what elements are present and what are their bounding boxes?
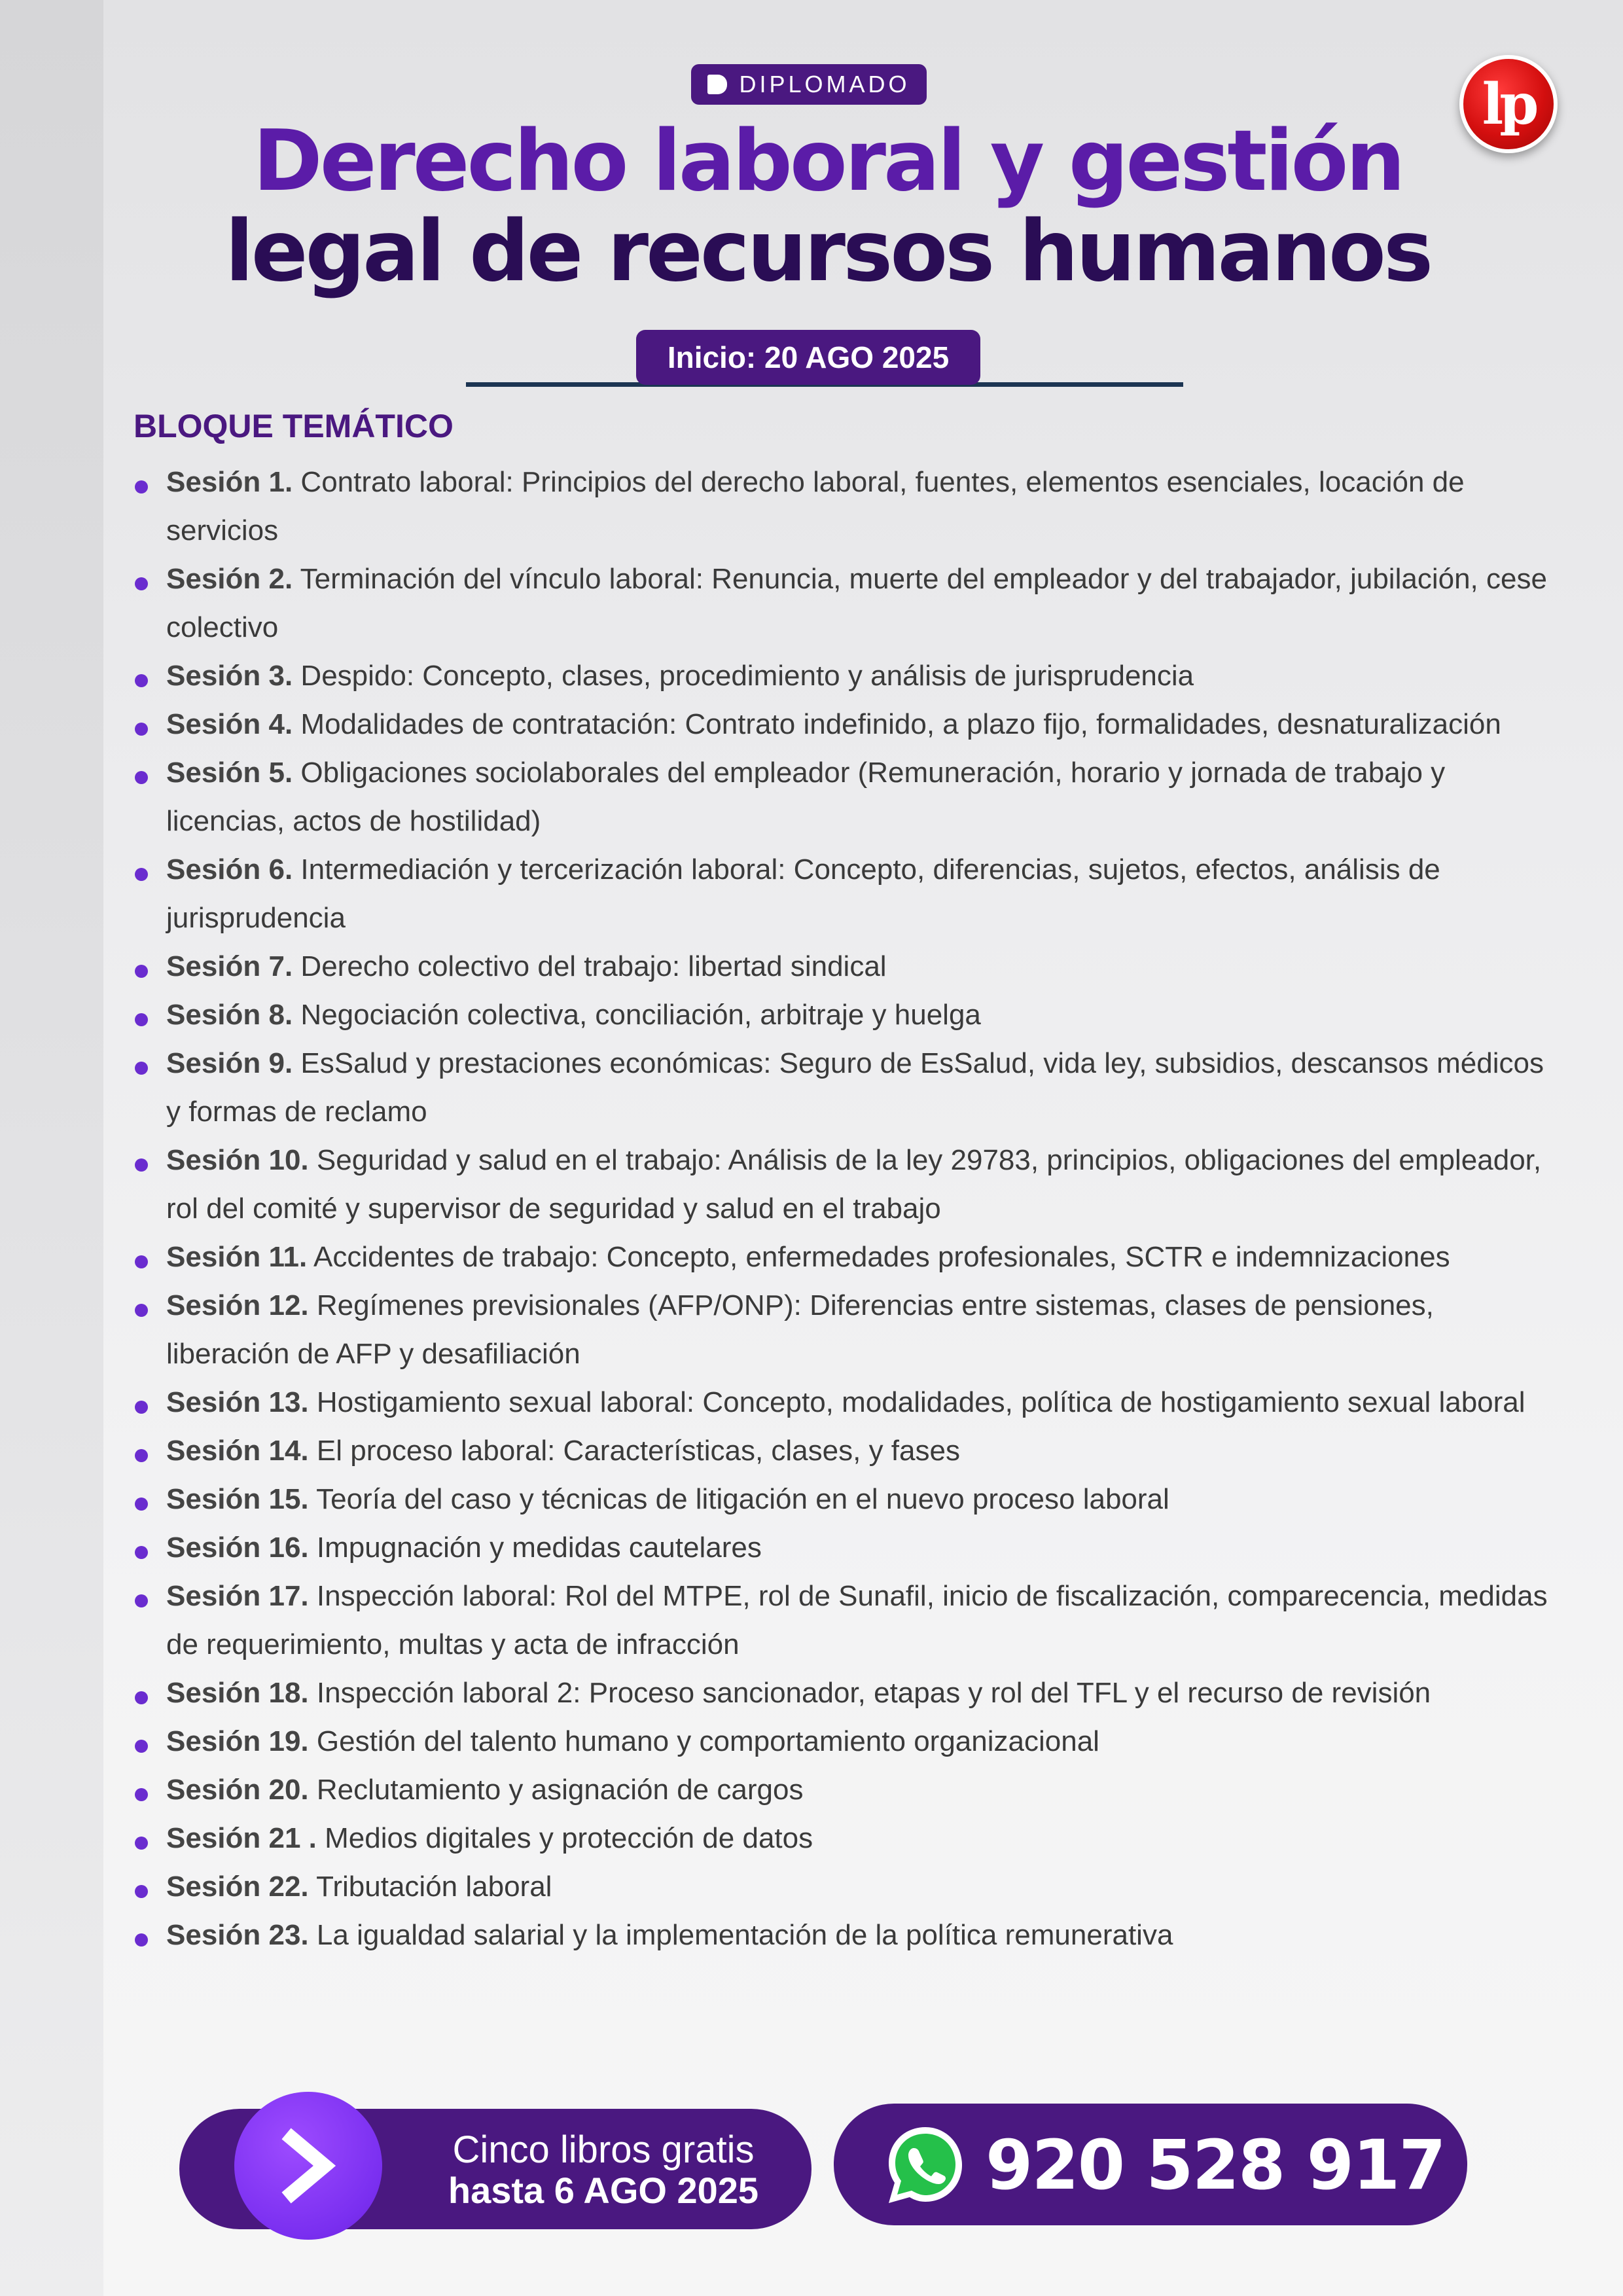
bullet-dot bbox=[135, 1304, 148, 1317]
bullet-dot bbox=[135, 674, 148, 687]
session-item bbox=[135, 1524, 1548, 1572]
bullet-dot bbox=[135, 480, 148, 493]
session-text: Despido: Concepto, clases, procedimiento y análisis de jurisprudencia bbox=[300, 660, 1194, 692]
section-heading: BLOQUE TEMÁTICO bbox=[134, 408, 454, 444]
bullet-dot bbox=[135, 1788, 148, 1801]
badge-icon bbox=[707, 75, 727, 94]
session-item bbox=[135, 555, 1548, 652]
bullet-dot bbox=[135, 1546, 148, 1559]
session-label: Sesión 18. bbox=[166, 1677, 309, 1709]
free-books-text bbox=[414, 2130, 793, 2211]
session-label: Sesión 6. bbox=[166, 853, 293, 886]
bullet-dot bbox=[135, 1255, 148, 1268]
start-date-text: Inicio: 20 AGO 2025 bbox=[667, 340, 950, 374]
bullet-dot bbox=[135, 723, 148, 736]
session-label: Sesión 5. bbox=[166, 757, 293, 789]
session-item bbox=[135, 1911, 1548, 1960]
free-books-button[interactable] bbox=[179, 2109, 812, 2229]
arrow-right-icon bbox=[234, 2092, 382, 2240]
bullet-dot bbox=[135, 1885, 148, 1898]
session-item bbox=[135, 1475, 1548, 1524]
session-label: Sesión 14. bbox=[166, 1435, 309, 1467]
session-text: El proceso laboral: Características, clases, y fases bbox=[316, 1435, 960, 1467]
session-item bbox=[135, 1572, 1548, 1669]
bullet-dot bbox=[135, 1498, 148, 1511]
bullet-dot bbox=[135, 1691, 148, 1704]
session-label: Sesión 11. bbox=[166, 1241, 308, 1273]
session-text: Regímenes previsionales (AFP/ONP): Diferencias entre sistemas, clases de pensiones, liberación de AFP y desafiliación bbox=[166, 1289, 1434, 1370]
bullet-dot bbox=[135, 1449, 148, 1462]
session-label: Sesión 22. bbox=[166, 1871, 309, 1903]
session-text: Hostigamiento sexual laboral: Concepto, modalidades, política de hostigamiento sexual laboral bbox=[316, 1386, 1525, 1418]
session-item bbox=[135, 1136, 1548, 1233]
session-text: Negociación colectiva, conciliación, arbitraje y huelga bbox=[300, 999, 981, 1031]
diplomado-badge bbox=[691, 64, 927, 105]
session-item bbox=[135, 1233, 1548, 1282]
session-text: Seguridad y salud en el trabajo: Análisis de la ley 29783, principios, obligaciones del empleador, rol del comité y supervisor de seguridad y salud en el trabajo bbox=[166, 1144, 1542, 1225]
bullet-dot bbox=[135, 868, 148, 881]
session-item bbox=[135, 1766, 1548, 1814]
session-item bbox=[135, 1863, 1548, 1911]
session-text: Reclutamiento y asignación de cargos bbox=[316, 1774, 804, 1806]
session-item bbox=[135, 991, 1548, 1039]
bullet-dot bbox=[135, 1062, 148, 1075]
session-item bbox=[135, 846, 1548, 942]
session-label: Sesión 21 . bbox=[166, 1822, 317, 1854]
session-label: Sesión 15. bbox=[166, 1483, 309, 1515]
session-label: Sesión 9. bbox=[166, 1047, 293, 1079]
title-line-1: Derecho laboral y gestión bbox=[253, 113, 1403, 210]
bullet-dot bbox=[135, 1013, 148, 1026]
session-item bbox=[135, 749, 1548, 846]
session-label: Sesión 4. bbox=[166, 708, 293, 740]
session-item bbox=[135, 1717, 1548, 1766]
session-label: Sesión 8. bbox=[166, 999, 293, 1031]
session-label: Sesión 17. bbox=[166, 1580, 309, 1612]
bullet-dot bbox=[135, 1933, 148, 1946]
session-label: Sesión 7. bbox=[166, 950, 293, 982]
session-label: Sesión 20. bbox=[166, 1774, 309, 1806]
session-text: Tributación laboral bbox=[316, 1871, 552, 1903]
whatsapp-contact-button[interactable] bbox=[834, 2104, 1467, 2225]
bullet-dot bbox=[135, 1158, 148, 1172]
session-label: Sesión 23. bbox=[166, 1919, 309, 1951]
page-title bbox=[118, 113, 1538, 300]
session-text: La igualdad salarial y la implementación de la política remunerativa bbox=[316, 1919, 1173, 1951]
whatsapp-icon bbox=[882, 2122, 969, 2208]
session-text: Inspección laboral: Rol del MTPE, rol de Sunafil, inicio de fiscalización, comparecencia, medidas de requerimiento, multas y acta de infracción bbox=[166, 1580, 1548, 1660]
session-text: Gestión del talento humano y comportamiento organizacional bbox=[316, 1725, 1099, 1757]
session-item bbox=[135, 652, 1548, 700]
bullet-dot bbox=[135, 577, 148, 590]
session-item bbox=[135, 1039, 1548, 1136]
session-text: Contrato laboral: Principios del derecho laboral, fuentes, elementos esenciales, locación de servicios bbox=[166, 466, 1465, 547]
bullet-dot bbox=[135, 965, 148, 978]
session-item bbox=[135, 1427, 1548, 1475]
session-label: Sesión 13. bbox=[166, 1386, 309, 1418]
bullet-dot bbox=[135, 771, 148, 784]
session-text: Derecho colectivo del trabajo: libertad sindical bbox=[300, 950, 887, 982]
session-item bbox=[135, 942, 1548, 991]
bullet-dot bbox=[135, 1401, 148, 1414]
session-text: Impugnación y medidas cautelares bbox=[316, 1532, 762, 1564]
session-item bbox=[135, 1669, 1548, 1717]
session-item bbox=[135, 1378, 1548, 1427]
session-list bbox=[135, 458, 1548, 1960]
badge-label: DIPLOMADO bbox=[739, 71, 910, 98]
start-date-badge bbox=[636, 330, 980, 385]
session-label: Sesión 19. bbox=[166, 1725, 309, 1757]
logo-text: lp bbox=[1482, 71, 1535, 137]
session-item bbox=[135, 1814, 1548, 1863]
session-label: Sesión 3. bbox=[166, 660, 293, 692]
session-text: Intermediación y tercerización laboral: Concepto, diferencias, sujetos, efectos, análisis de jurisprudencia bbox=[166, 853, 1440, 934]
bullet-dot bbox=[135, 1740, 148, 1753]
session-label: Sesión 10. bbox=[166, 1144, 309, 1176]
free-books-line-2: hasta 6 AGO 2025 bbox=[448, 2170, 759, 2211]
session-label: Sesión 12. bbox=[166, 1289, 309, 1321]
session-label: Sesión 16. bbox=[166, 1532, 309, 1564]
session-text: Terminación del vínculo laboral: Renuncia, muerte del empleador y del trabajador, jubilación, cese colectivo bbox=[166, 563, 1547, 643]
session-text: Accidentes de trabajo: Concepto, enfermedades profesionales, SCTR e indemnizaciones bbox=[313, 1241, 1450, 1273]
session-text: Inspección laboral 2: Proceso sancionador, etapas y rol del TFL y el recurso de revisión bbox=[316, 1677, 1431, 1709]
title-line-2: legal de recursos humanos bbox=[224, 203, 1431, 300]
session-text: Obligaciones sociolaborales del empleador (Remuneración, horario y jornada de trabajo y licencias, actos de hostilidad) bbox=[166, 757, 1446, 837]
session-item bbox=[135, 700, 1548, 749]
session-text: Teoría del caso y técnicas de litigación en el nuevo proceso laboral bbox=[316, 1483, 1169, 1515]
session-item bbox=[135, 458, 1548, 555]
side-strip bbox=[0, 0, 103, 2296]
free-books-line-1: Cinco libros gratis bbox=[452, 2128, 755, 2171]
phone-number[interactable]: 920 528 917 bbox=[986, 2125, 1445, 2205]
bullet-dot bbox=[135, 1594, 148, 1607]
session-label: Sesión 2. bbox=[166, 563, 293, 595]
session-text: Medios digitales y protección de datos bbox=[325, 1822, 813, 1854]
session-text: EsSalud y prestaciones económicas: Seguro de EsSalud, vida ley, subsidios, descansos médicos y formas de reclamo bbox=[166, 1047, 1544, 1128]
session-item bbox=[135, 1282, 1548, 1378]
bullet-dot bbox=[135, 1837, 148, 1850]
session-label: Sesión 1. bbox=[166, 466, 293, 498]
session-text: Modalidades de contratación: Contrato indefinido, a plazo fijo, formalidades, desnaturalización bbox=[300, 708, 1501, 740]
